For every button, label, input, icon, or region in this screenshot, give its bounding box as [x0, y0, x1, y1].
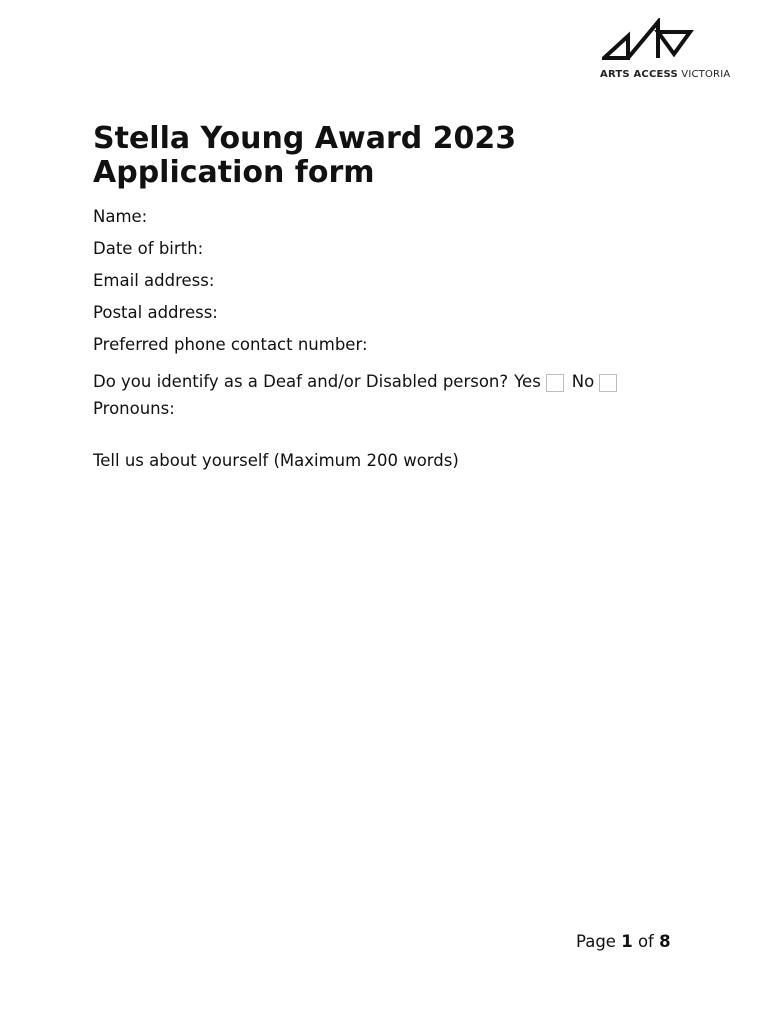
yes-label: Yes	[514, 372, 541, 391]
logo-wordmark: ARTS ACCESS VICTORIA	[600, 69, 731, 80]
title-line-2: Application form	[93, 155, 375, 190]
no-checkbox[interactable]	[599, 374, 617, 392]
application-fields	[93, 206, 713, 430]
date-of-birth-field-label: Date of birth:	[93, 239, 204, 258]
deaf-disabled-question: Do you identify as a Deaf and/or Disabled person?	[93, 372, 509, 391]
title-line-1: Stella Young Award 2023	[93, 121, 517, 156]
page-number: Page 1 of 8	[576, 932, 671, 951]
postal-address-field-label: Postal address:	[93, 303, 218, 322]
yes-checkbox[interactable]	[546, 374, 564, 392]
deaf-disabled-question-row	[93, 366, 713, 398]
about-yourself-prompt: Tell us about yourself (Maximum 200 words)	[93, 451, 459, 470]
no-label: No	[571, 372, 595, 391]
total-pages: 8	[659, 932, 671, 951]
name-field-label: Name:	[93, 207, 148, 226]
pronouns-field-label: Pronouns:	[93, 399, 175, 418]
page-title	[93, 122, 516, 190]
email-address-field-label: Email address:	[93, 271, 215, 290]
arts-access-victoria-logo	[600, 18, 736, 84]
phone-number-field-label: Preferred phone contact number:	[93, 335, 368, 354]
arts-access-victoria-logo-icon	[602, 18, 694, 62]
current-page: 1	[621, 932, 633, 951]
